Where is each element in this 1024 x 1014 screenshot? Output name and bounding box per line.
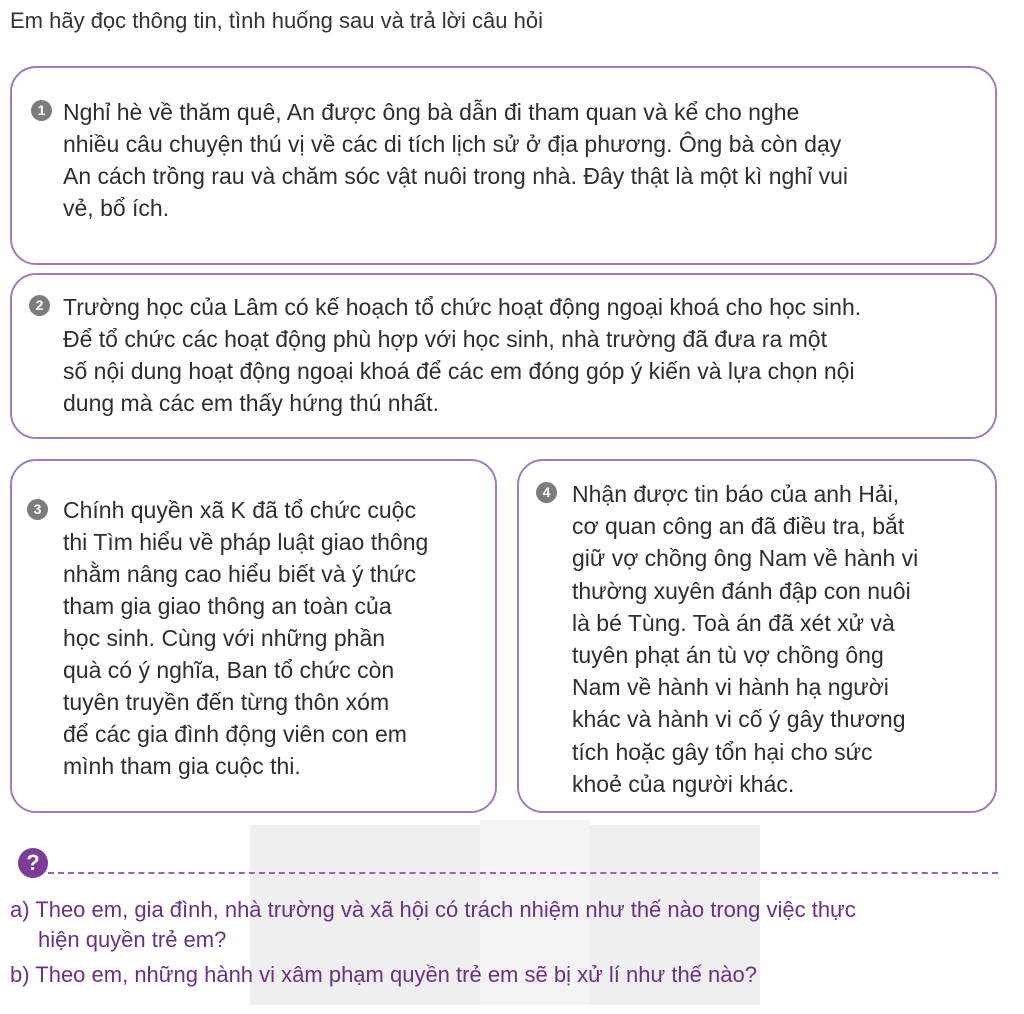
situation-text-1	[63, 96, 848, 224]
text-line: Trường học của Lâm có kế hoạch tổ chức hoạt động ngoại khoá cho học sinh.	[63, 294, 862, 320]
situation-box-2	[10, 273, 997, 439]
text-line: là bé Tùng. Toà án đã xét xử và	[572, 609, 895, 636]
text-line: Chính quyền xã K đã tổ chức cuộc	[63, 497, 416, 523]
situation-box-4	[517, 459, 997, 813]
situation-text-4	[572, 478, 918, 800]
text-line: mình tham gia cuộc thi.	[63, 753, 301, 779]
text-line: Nghỉ hè về thăm quê, An được ông bà dẫn đi tham quan và kể cho nghe	[63, 99, 800, 125]
text-line: tích hoặc gây tổn hại cho sức	[572, 738, 873, 765]
text-line: giữ vợ chồng ông Nam về hành vi	[572, 545, 919, 572]
text-line: để các gia đình động viên con em	[63, 721, 407, 747]
text-line: tuyên truyền đến từng thôn xóm	[63, 689, 390, 715]
question-line: a) Theo em, gia đình, nhà trường và xã hội có trách nhiệm như thế nào trong việc thực	[10, 897, 856, 922]
question-icon: ?	[18, 848, 48, 878]
text-line: khoẻ của người khác.	[572, 770, 795, 797]
situation-box-3	[10, 459, 497, 813]
text-line: thường xuyên đánh đập con nuôi	[572, 577, 911, 604]
number-badge-1: 1	[31, 100, 52, 121]
text-line: Nam về hành vi hành hạ người	[572, 674, 889, 701]
text-line: An cách trồng rau và chăm sóc vật nuôi trong nhà. Đây thật là một kì nghỉ vui	[63, 163, 848, 189]
number-badge-4: 4	[536, 482, 557, 503]
instruction-text: Em hãy đọc thông tin, tình huống sau và trả lời câu hỏi	[10, 8, 543, 33]
text-line: quà có ý nghĩa, Ban tổ chức còn	[63, 657, 395, 683]
situation-box-1	[10, 66, 997, 265]
text-line: Nhận được tin báo của anh Hải,	[572, 481, 900, 507]
question-line: hiện quyền trẻ em?	[38, 927, 227, 952]
question-a	[10, 895, 856, 955]
text-line: khác và hành vi cố ý gây thương	[572, 706, 906, 733]
text-line: nhiều câu chuyện thú vị về các di tích lịch sử ở địa phương. Ông bà còn dạy	[63, 131, 842, 157]
text-line: tham gia giao thông an toàn của	[63, 593, 392, 619]
text-line: số nội dung hoạt động ngoại khoá để các em đóng góp ý kiến và lựa chọn nội	[63, 358, 855, 384]
dashed-divider	[48, 872, 998, 874]
text-line: cơ quan công an đã điều tra, bắt	[572, 513, 905, 540]
situation-text-3	[63, 494, 428, 782]
question-b	[10, 960, 757, 990]
text-line: thi Tìm hiểu về pháp luật giao thông	[63, 529, 429, 555]
text-line: học sinh. Cùng với những phần	[63, 625, 386, 651]
question-line: b) Theo em, những hành vi xâm phạm quyền trẻ em sẽ bị xử lí như thế nào?	[10, 962, 757, 987]
text-line: dung mà các em thấy hứng thú nhất.	[63, 390, 439, 416]
text-line: Để tổ chức các hoạt động phù hợp với học sinh, nhà trường đã đưa ra một	[63, 326, 827, 352]
number-badge-3: 3	[27, 499, 48, 520]
text-line: vẻ, bổ ích.	[63, 195, 170, 221]
text-line: nhằm nâng cao hiểu biết và ý thức	[63, 561, 416, 587]
situation-text-2	[63, 291, 861, 419]
text-line: tuyên phạt án tù vợ chồng ông	[572, 642, 884, 669]
number-badge-2: 2	[29, 295, 50, 316]
